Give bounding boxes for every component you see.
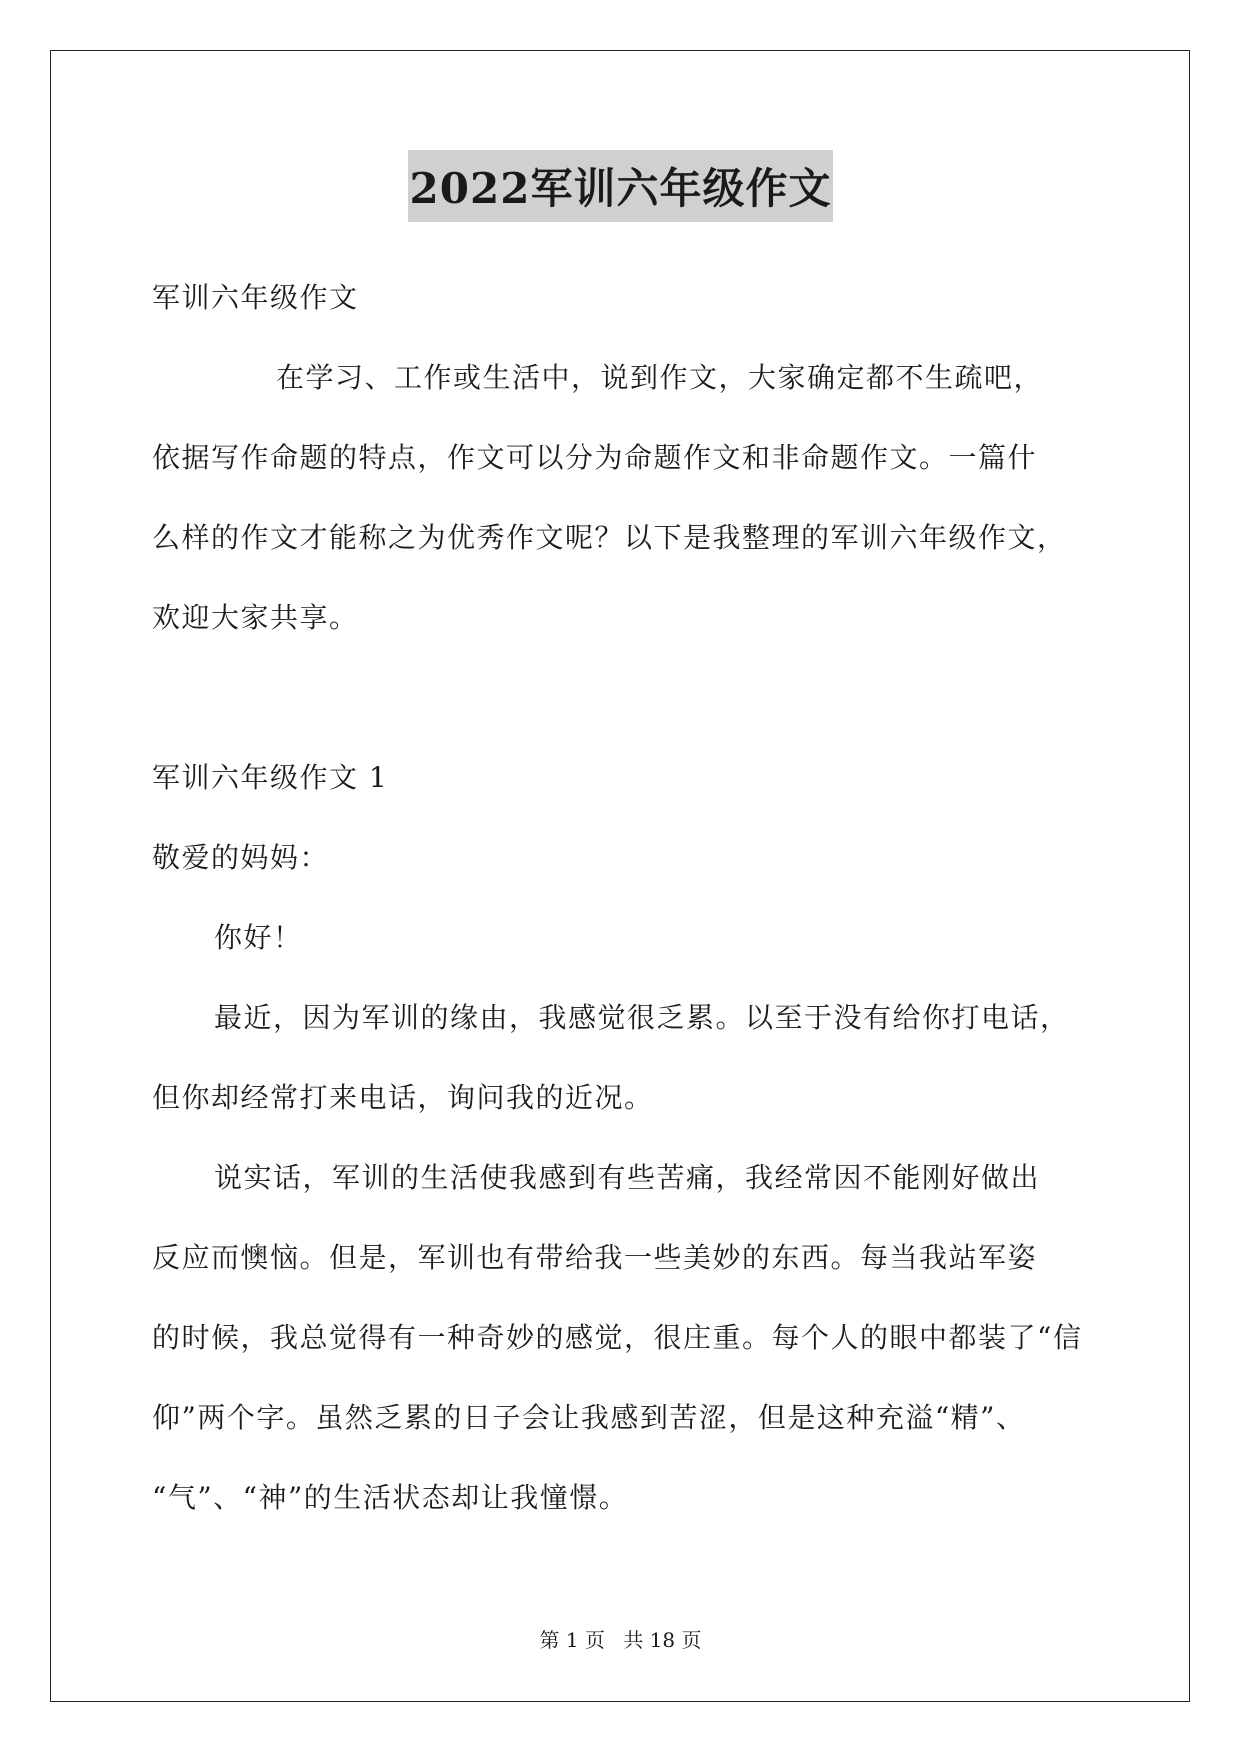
intro-line: 依据写作命题的特点，作文可以分为命题作文和非命题作文。一篇什 xyxy=(152,441,1038,474)
greeting: 你好！ xyxy=(214,921,303,954)
paragraph-line: 但你却经常打来电话，询问我的近况。 xyxy=(152,1081,654,1114)
paragraph-line: 说实话，军训的生活使我感到有些苦痛，我经常因不能刚好做出 xyxy=(214,1161,1041,1194)
total-pages: 共 18 页 xyxy=(623,1628,702,1652)
page-number: 第 1 页 xyxy=(539,1628,605,1652)
page-footer xyxy=(0,1624,1241,1653)
intro-line: 欢迎大家共享。 xyxy=(152,601,359,634)
title-container xyxy=(0,150,1241,222)
paragraph-line: 的时候，我总觉得有一种奇妙的感觉，很庄重。每个人的眼中都装了“信 xyxy=(152,1321,1083,1354)
document-title: 2022军训六年级作文 xyxy=(408,150,834,222)
paragraph-line: 反应而懊恼。但是，军训也有带给我一些美妙的东西。每当我站军姿 xyxy=(152,1241,1038,1274)
salutation: 敬爱的妈妈： xyxy=(152,841,330,874)
paragraph-line: 仰”两个字。虽然乏累的日子会让我感到苦涩，但是这种充溢“精”、 xyxy=(152,1401,1026,1434)
document-body xyxy=(152,258,1096,1538)
intro-line: 么样的作文才能称之为优秀作文呢？以下是我整理的军训六年级作文， xyxy=(152,521,1067,554)
subtitle: 军训六年级作文 xyxy=(152,281,359,314)
paragraph-line: “气”、“神”的生活状态却让我憧憬。 xyxy=(152,1481,629,1514)
section-heading: 军训六年级作文 1 xyxy=(152,761,389,794)
blank-line xyxy=(152,658,1096,738)
intro-line: 在学习、工作或生活中，说到作文，大家确定都不生疏吧， xyxy=(276,361,1044,394)
paragraph-line: 最近，因为军训的缘由，我感觉很乏累。以至于没有给你打电话， xyxy=(214,1001,1070,1034)
